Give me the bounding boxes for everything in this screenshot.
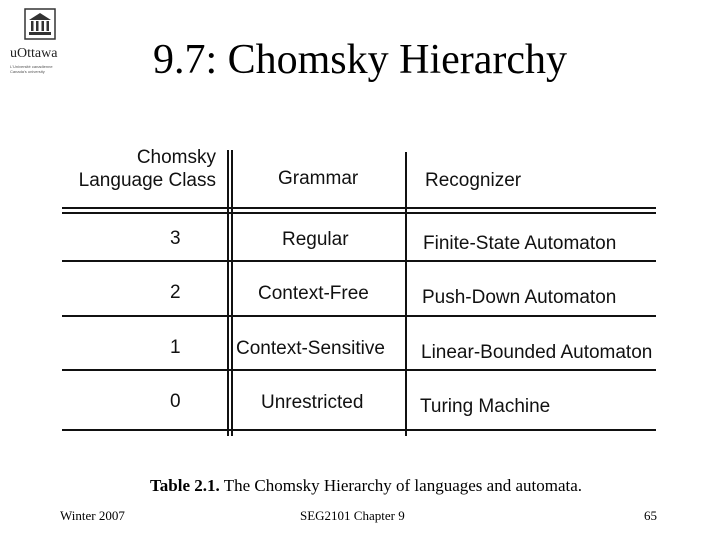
col-divider-1b: [231, 150, 233, 436]
row-grammar: Regular: [282, 229, 349, 250]
slide-title-text: 9.7: Chomsky Hierarchy: [152, 37, 568, 83]
row-rule: [62, 429, 656, 431]
table-caption: [150, 476, 582, 496]
header-class: [68, 146, 216, 192]
footer-center: SEG2101 Chapter 9: [300, 508, 405, 523]
header-class-line1: Chomsky: [136, 147, 216, 168]
header-rule-top: [62, 207, 656, 209]
row-rule: [62, 260, 656, 262]
row-class: 1: [170, 337, 181, 358]
header-grammar: Grammar: [278, 168, 359, 189]
row-grammar: Context-Sensitive: [236, 338, 385, 359]
logo-tagline-line2: Canada's university: [10, 69, 45, 74]
table-caption-label: Table 2.1.: [150, 476, 220, 495]
row-grammar: Context-Free: [258, 283, 369, 304]
row-recognizer: Turing Machine: [420, 396, 551, 417]
logo-tagline-line1: L'Université canadienne: [10, 64, 53, 69]
footer-left: Winter 2007: [60, 508, 125, 523]
row-recognizer: Finite-State Automaton: [423, 233, 617, 254]
row-class: 2: [170, 282, 181, 303]
slide-title: [0, 36, 720, 84]
header-class-line2: Language Class: [78, 170, 216, 191]
header-rule-bottom: [62, 212, 656, 214]
table-caption-text: The Chomsky Hierarchy of languages and automata.: [219, 476, 583, 495]
logo-name: uOttawa: [10, 46, 58, 61]
row-grammar: Unrestricted: [261, 392, 364, 413]
header-recognizer: Recognizer: [425, 170, 522, 191]
page-number: 65: [644, 508, 657, 523]
col-divider-2: [405, 152, 407, 436]
col-divider-1: [227, 150, 229, 436]
row-class: 0: [170, 391, 181, 412]
chomsky-table: [58, 140, 660, 440]
row-recognizer: Push-Down Automaton: [422, 287, 617, 308]
row-rule: [62, 315, 656, 317]
row-class: 3: [170, 228, 181, 249]
row-recognizer: Linear-Bounded Automaton: [421, 342, 653, 363]
row-rule: [62, 369, 656, 371]
